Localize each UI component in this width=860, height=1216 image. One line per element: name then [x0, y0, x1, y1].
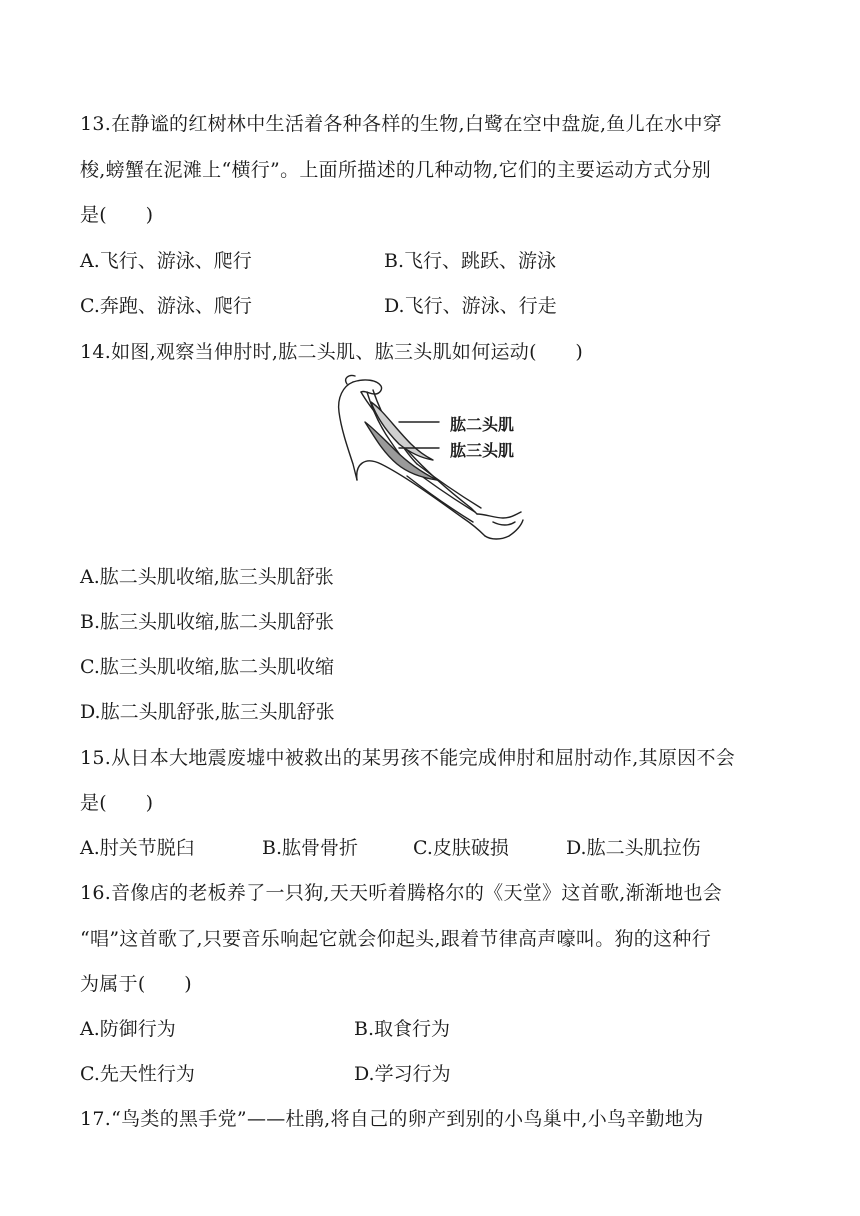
q13-stem-line2: 梭,螃蟹在泥滩上“横行”。上面所描述的几种动物,它们的主要运动方式分别: [80, 159, 712, 181]
q13-stem-line1: 13.在静谧的红树林中生活着各种各样的生物,白鹭在空中盘旋,鱼儿在水中穿: [80, 113, 723, 135]
q15-option-d: D.肱二头肌拉伤: [566, 837, 701, 859]
arm-illustration: [325, 372, 535, 550]
q13-option-a: A.飞行、游泳、爬行: [80, 250, 252, 272]
label-triceps: 肱三头肌: [450, 441, 515, 460]
q15-option-b: B.肱骨骨折: [262, 837, 359, 859]
q14-option-b: B.肱三头肌收缩,肱二头肌舒张: [80, 611, 335, 633]
q16-stem-line2: “唱”这首歌了,只要音乐响起它就会仰起头,跟着节律高声嚎叫。狗的这种行: [80, 928, 712, 950]
q15-stem-line1: 15.从日本大地震废墟中被救出的某男孩不能完成伸肘和屈肘动作,其原因不会: [80, 747, 736, 769]
q13-option-c: C.奔跑、游泳、爬行: [80, 295, 252, 317]
q16-stem-line1: 16.音像店的老板养了一只狗,天天听着腾格尔的《天堂》这首歌,渐渐地也会: [80, 882, 723, 904]
q16-option-c: C.先天性行为: [80, 1063, 195, 1085]
q16-option-d: D.学习行为: [354, 1063, 451, 1085]
arm-outline-upper: [339, 382, 357, 480]
label-biceps: 肱二头肌: [450, 415, 515, 434]
q13-option-d: D.飞行、游泳、行走: [384, 295, 557, 317]
q14-option-d: D.肱二头肌舒张,肱三头肌舒张: [80, 701, 335, 723]
q16-stem-line3: 为属于( ): [80, 973, 192, 995]
arm-muscle-diagram: [325, 372, 535, 550]
q17-stem-line1: 17.“鸟类的黑手党”——杜鹃,将自己的卵产到别的小鸟巢中,小鸟辛勤地为: [80, 1108, 704, 1130]
q14-stem-line1: 14.如图,观察当伸肘时,肱二头肌、肱三头肌如何运动( ): [80, 341, 584, 363]
q14-option-a: A.肱二头肌收缩,肱三头肌舒张: [80, 566, 334, 588]
q15-option-a: A.肘关节脱臼: [80, 837, 195, 859]
q14-option-c: C.肱三头肌收缩,肱二头肌收缩: [80, 656, 334, 678]
q16-option-b: B.取食行为: [354, 1018, 451, 1040]
q15-option-c: C.皮肤破损: [413, 837, 509, 859]
q13-stem-line3: 是( ): [80, 204, 154, 226]
biceps-muscle: [371, 402, 433, 460]
q16-option-a: A.防御行为: [80, 1018, 176, 1040]
q13-option-b: B.飞行、跳跃、游泳: [384, 250, 557, 272]
q15-stem-line2: 是( ): [80, 792, 154, 814]
